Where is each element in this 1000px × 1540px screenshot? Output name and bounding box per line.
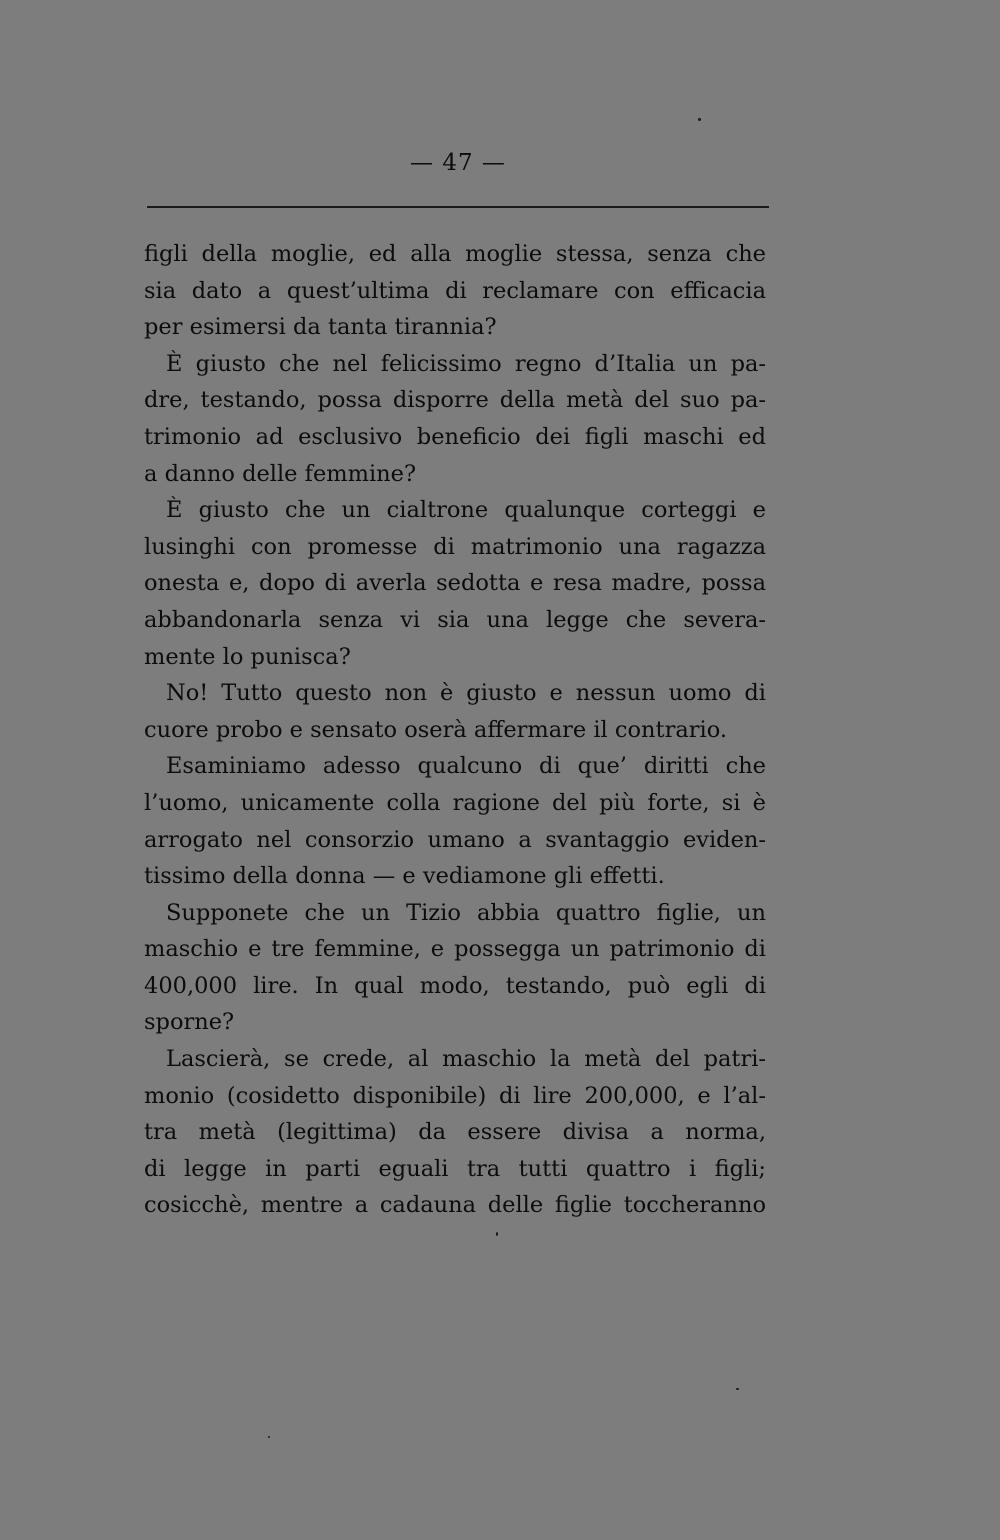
text-line: tra metà (legittima) da essere divisa a norma, [144,1119,766,1146]
text-line: per esimersi da tanta tirannia? [144,314,497,341]
text-line: tissimo della donna — e vediamone gli effetti. [144,863,665,890]
text-line: Supponete che un Tizio abbia quattro figlie, un [166,899,766,926]
text-line: trimonio ad esclusivo beneficio dei figli maschi ed [144,423,766,450]
text-line: No! Tutto questo non è giusto e nessun uomo di [166,680,766,707]
scan-speck [736,1388,739,1390]
text-line: sporne? [144,1009,235,1036]
text-line: l’uomo, unicamente colla ragione del più forte, si è [144,789,766,816]
text-line: maschio e tre femmine, e possegga un patrimonio di [144,936,766,963]
text-line: onesta e, dopo di averla sedotta e resa madre, possa [144,570,766,597]
text-line: Esaminiamo adesso qualcuno di que’ diritti che [166,753,766,780]
text-line: Lascierà, se crede, al maschio la metà del patri- [166,1046,766,1073]
text-line: di legge in parti eguali tra tutti quattro i figli; [144,1155,766,1182]
text-line: 400,000 lire. In qual modo, testando, può egli di [144,972,766,999]
text-line: abbandonarla senza vi sia una legge che severa- [144,606,766,633]
body-text [144,236,766,1224]
text-line: mente lo punisca? [144,643,351,670]
scan-speck [698,118,701,121]
text-line: dre, testando, possa disporre della metà del suo pa- [144,387,766,414]
header-rule [147,206,769,208]
text-line: a danno delle femmine? [144,460,417,487]
scan-speck [268,1436,270,1438]
text-line: figli della moglie, ed alla moglie stessa, senza che [144,241,766,267]
text-line: È giusto che un cialtrone qualunque corteggi e [166,497,766,524]
text-line: arrogato nel consorzio umano a svantaggio eviden- [144,826,766,853]
text-line: È giusto che nel felicissimo regno d’Italia un pa- [166,350,766,377]
text-line: monio (cosidetto disponibile) di lire 200,000, e l’al- [144,1082,766,1109]
page-number: — 47 — [410,150,506,176]
text-line: sia dato a quest’ultima di reclamare con efficacia [144,277,766,304]
text-line: lusinghi con promesse di matrimonio una ragazza [144,533,766,560]
scan-speck [496,1232,498,1236]
text-line: cosicchè, mentre a cadauna delle figlie toccheranno [144,1192,766,1219]
text-line: cuore probo e sensato oserà affermare il contrario. [144,716,728,743]
